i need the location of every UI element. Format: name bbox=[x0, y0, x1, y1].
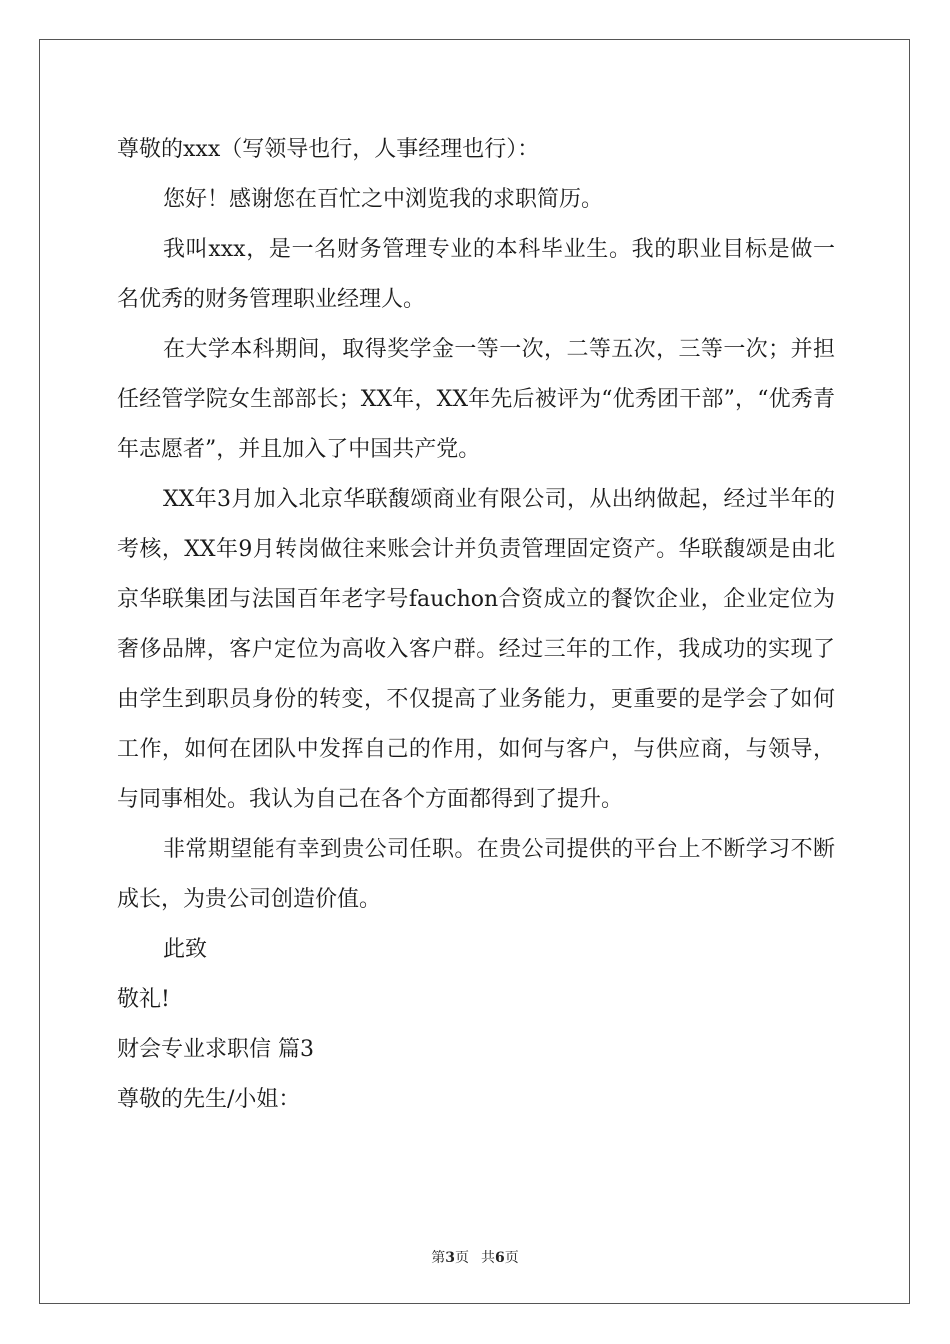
page-number-footer bbox=[0, 1248, 950, 1268]
expectation-paragraph: 非常期望能有幸到贵公司任职。在贵公司提供的平台上不断学习不断成长，为贵公司创造价值。 bbox=[117, 837, 835, 912]
next-salutation: 尊敬的先生/小姐： bbox=[117, 1087, 301, 1112]
experience-paragraph: XX年3月加入北京华联馥颂商业有限公司，从出纳做起，经过半年的考核，XX年9月转岗做往来账会计并负责管理固定资产。华联馥颂是由北京华联集团与法国百年老字号fauchon合资成立的餐饮企业，企业定位为奢侈品牌，客户定位为高收入客户群。经过三年的工作，我成功的实现了由学生到职员身份的转变，不仅提高了业务能力，更重要的是学会了如何工作，如何在团队中发挥自己的作用，如何与客户，与供应商，与领导，与同事相处。我认为自己在各个方面都得到了提升。 bbox=[117, 487, 835, 812]
total-page-count: 6 bbox=[495, 1250, 505, 1266]
total-suffix: 页 bbox=[504, 1250, 519, 1266]
greeting-paragraph: 您好！感谢您在百忙之中浏览我的求职简历。 bbox=[163, 187, 604, 212]
page-prefix: 第 bbox=[431, 1250, 446, 1266]
closing-phrase: 此致 bbox=[163, 937, 208, 962]
current-page-number: 3 bbox=[445, 1250, 455, 1266]
page-suffix: 页 bbox=[455, 1250, 469, 1266]
section-heading: 财会专业求职信 篇3 bbox=[117, 1037, 314, 1062]
document-body bbox=[117, 125, 835, 1125]
closing-salute: 敬礼! bbox=[117, 987, 170, 1012]
salutation: 尊敬的xxx（写领导也行，人事经理也行）： bbox=[117, 137, 540, 162]
total-prefix: 共 bbox=[481, 1250, 495, 1266]
education-paragraph: 在大学本科期间，取得奖学金一等一次，二等五次，三等一次；并担任经管学院女生部部长；XX年，XX年先后被评为“优秀团干部”，“优秀青年志愿者”，并且加入了中国共产党。 bbox=[117, 337, 835, 462]
introduction-paragraph: 我叫xxx，是一名财务管理专业的本科毕业生。我的职业目标是做一名优秀的财务管理职业经理人。 bbox=[117, 237, 835, 312]
